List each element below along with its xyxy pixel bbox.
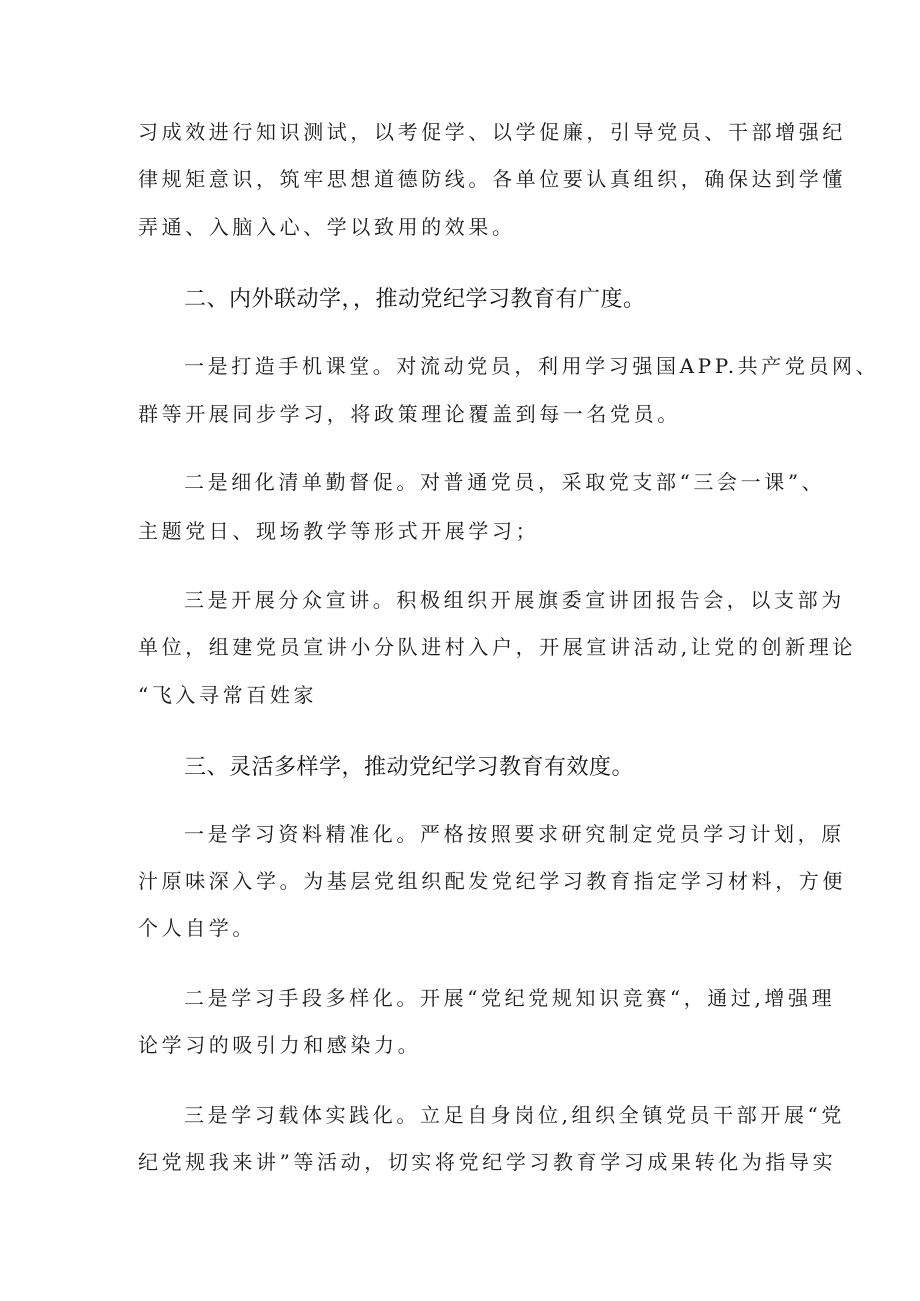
paragraph-line: 一是打造手机课堂。对流动党员，利用学习强国APP.共产党员网、 [184, 354, 880, 378]
paragraph-line: 二是学习手段多样化。开展“党纪党规知识竞赛“，通过,增强理 [184, 986, 836, 1010]
paragraph-line: 主题党日、现场教学等形式开展学习； [138, 519, 540, 543]
paragraph-line: 论学习的吸引力和感染力。 [138, 1033, 422, 1057]
paragraph-line: 单位，组建党员宣讲小分队进村入户，开展宣讲活动,让党的创新理论 [138, 635, 856, 659]
paragraph-line: 汁原味深入学。为基层党组织配发党纪学习教育指定学习材料，方便 [138, 869, 846, 893]
paragraph-line: 三是学习载体实践化。立足自身岗位,组织全镇党员干部开展“党 [184, 1103, 845, 1127]
paragraph-line: “飞入寻常百姓家 [138, 683, 318, 707]
paragraph-line: 律规矩意识，筑牢思想道德防线。各单位要认真组织，确保达到学懂 [138, 167, 846, 191]
paragraph-line: 习成效进行知识测试，以考促学、以学促廉，引导党员、干部增强纪 [138, 120, 846, 144]
paragraph-line: 弄通、入脑入心、学以致用的效果。 [138, 215, 516, 239]
paragraph-line: 纪党规我来讲”等活动，切实将党纪学习教育学习成果转化为指导实 [138, 1150, 837, 1174]
section-heading-3: 三、灵活多样学，推动党纪学习教育有效度。 [184, 755, 635, 780]
paragraph-line: 三是开展分众宣讲。积极组织开展旗委宣讲团报告会，以支部为 [184, 588, 845, 612]
section-heading-2: 二、内外联动学，，推动党纪学习教育有广度。 [184, 287, 646, 312]
paragraph-line: 个人自学。 [138, 916, 256, 940]
paragraph-line: 二是细化清单勤督促。对普通党员，采取党支部“三会一课”、 [184, 470, 826, 494]
paragraph-line: 群等开展同步学习，将政策理论覆盖到每一名党员。 [138, 402, 681, 426]
paragraph-line: 一是学习资料精准化。严格按照要求研究制定党员学习计划，原 [184, 822, 845, 846]
